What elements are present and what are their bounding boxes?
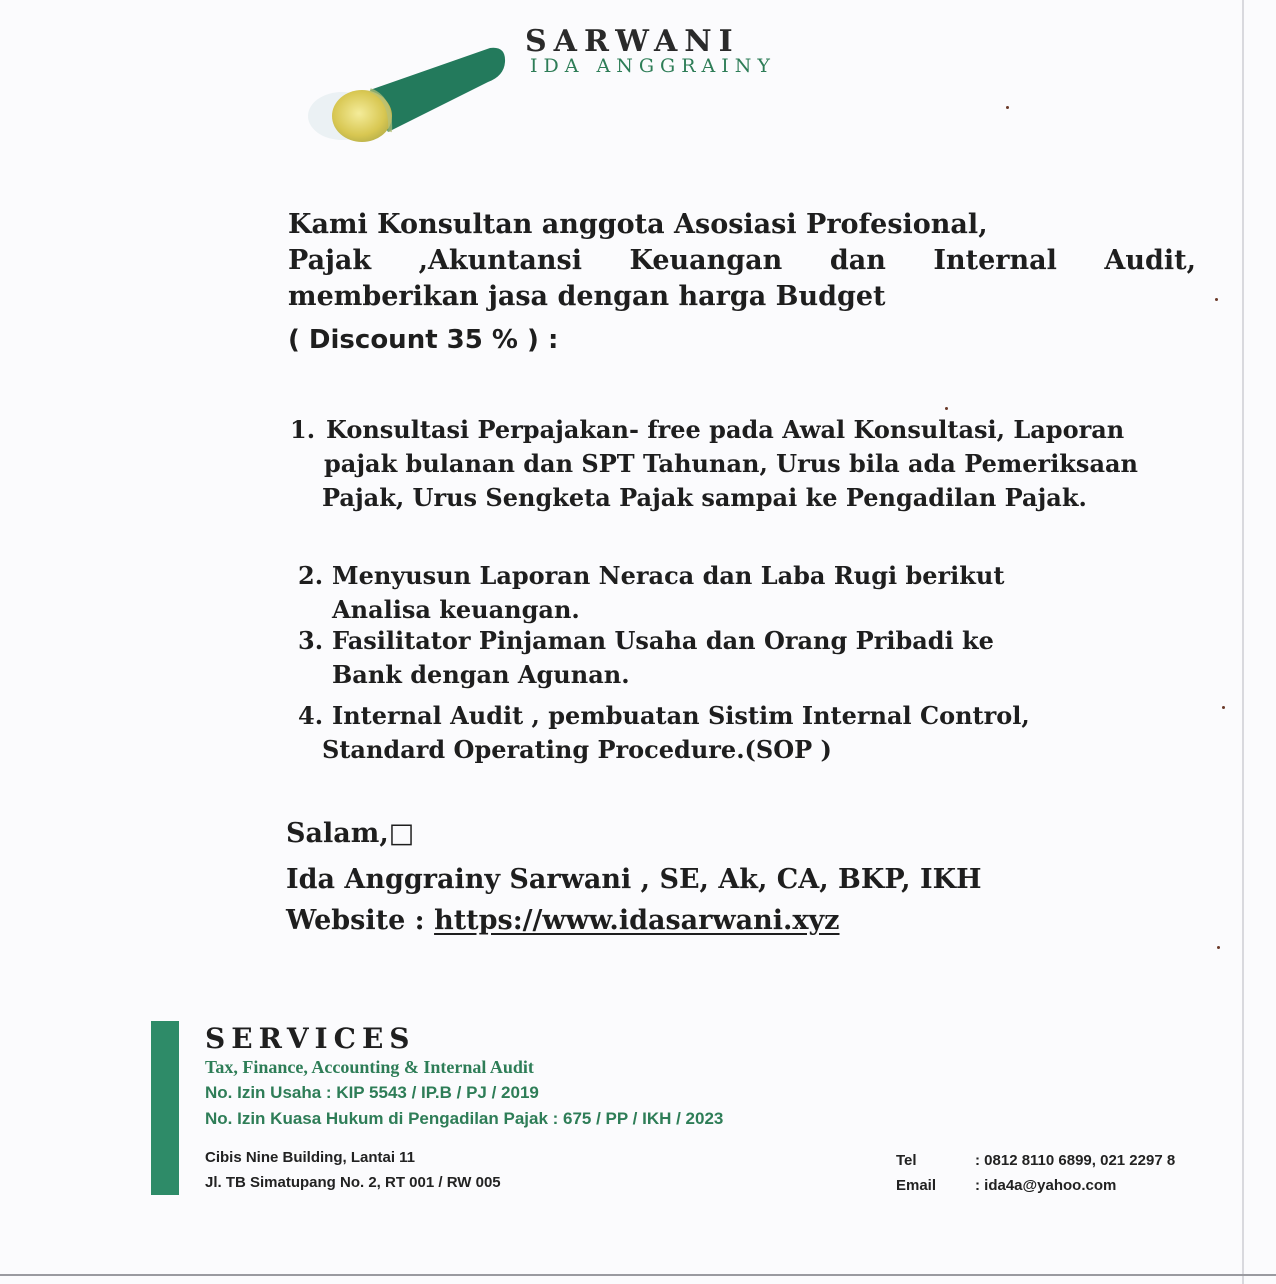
service-item-number: 2. (298, 561, 324, 590)
email-label: Email (896, 1177, 937, 1194)
intro-line-1: Kami Konsultan anggota Asosiasi Profesional, (288, 209, 988, 240)
brand-name: SARWANI (525, 24, 740, 59)
address-line-1: Cibis Nine Building, Lantai 11 (205, 1149, 416, 1166)
intro-line-3: memberikan jasa dengan harga Budget (288, 281, 886, 312)
service-item-line: Menyusun Laporan Neraca dan Laba Rugi berikut (332, 561, 1005, 590)
scan-speck (1006, 106, 1009, 109)
email-value[interactable]: : ida4a@yahoo.com (975, 1177, 1117, 1194)
service-item-line: Standard Operating Procedure.(SOP ) (322, 735, 832, 764)
service-item-line: Fasilitator Pinjaman Usaha dan Orang Pribadi ke (332, 626, 994, 655)
website-line (286, 905, 840, 936)
intro-paragraph (288, 207, 1196, 315)
discount-note: ( Discount 35 % ) : (288, 325, 559, 355)
address-line-2: Jl. TB Simatupang No. 2, RT 001 / RW 005 (205, 1174, 501, 1191)
service-item-line: pajak bulanan dan SPT Tahunan, Urus bila ada Pemeriksaan (324, 449, 1138, 478)
service-item-line: Bank dengan Agunan. (332, 660, 630, 689)
service-item-2 (298, 559, 1198, 627)
website-link[interactable]: https://www.idasarwani.xyz (434, 905, 840, 936)
brand-subtitle: IDA ANGGRAINY (530, 55, 776, 77)
green-yellow-pencil-logo-icon (300, 28, 510, 148)
service-item-4 (298, 699, 1198, 767)
paper-edge-bottom (0, 1274, 1276, 1276)
service-item-3 (298, 624, 1198, 692)
scan-speck (1222, 706, 1225, 709)
tel-label: Tel (896, 1152, 917, 1169)
scan-speck (1215, 298, 1218, 301)
service-item-number: 3. (298, 626, 324, 655)
scan-speck (1217, 946, 1220, 949)
closing-salam: Salam,□ (286, 818, 415, 849)
website-label: Website : (286, 905, 425, 936)
intro-line-2: Pajak ,Akuntansi Keuangan dan Internal Audit, (288, 245, 1196, 276)
service-item-number: 4. (298, 701, 324, 730)
service-item-line: Konsultasi Perpajakan- free pada Awal Konsultasi, Laporan (326, 415, 1125, 444)
services-title: SERVICES (205, 1022, 416, 1055)
izin-usaha: No. Izin Usaha : KIP 5543 / IP.B / PJ / 2019 (205, 1083, 539, 1102)
service-item-line: Analisa keuangan. (332, 595, 580, 624)
tel-value: : 0812 8110 6899, 021 2297 8 (975, 1152, 1176, 1169)
izin-kuasa-hukum: No. Izin Kuasa Hukum di Pengadilan Pajak : 675 / PP / IKH / 2023 (205, 1109, 724, 1128)
paper-edge-right (1242, 0, 1244, 1284)
footer-accent-bar (151, 1021, 179, 1195)
service-item-number: 1. (290, 415, 316, 444)
services-subtitle: Tax, Finance, Accounting & Internal Audit (205, 1057, 534, 1077)
signature-name: Ida Anggrainy Sarwani , SE, Ak, CA, BKP, IKH (286, 864, 982, 895)
service-item-1 (290, 413, 1210, 515)
service-item-line: Internal Audit , pembuatan Sistim Internal Control, (332, 701, 1030, 730)
scan-speck (945, 407, 948, 410)
service-item-line: Pajak, Urus Sengketa Pajak sampai ke Pengadilan Pajak. (322, 483, 1087, 512)
